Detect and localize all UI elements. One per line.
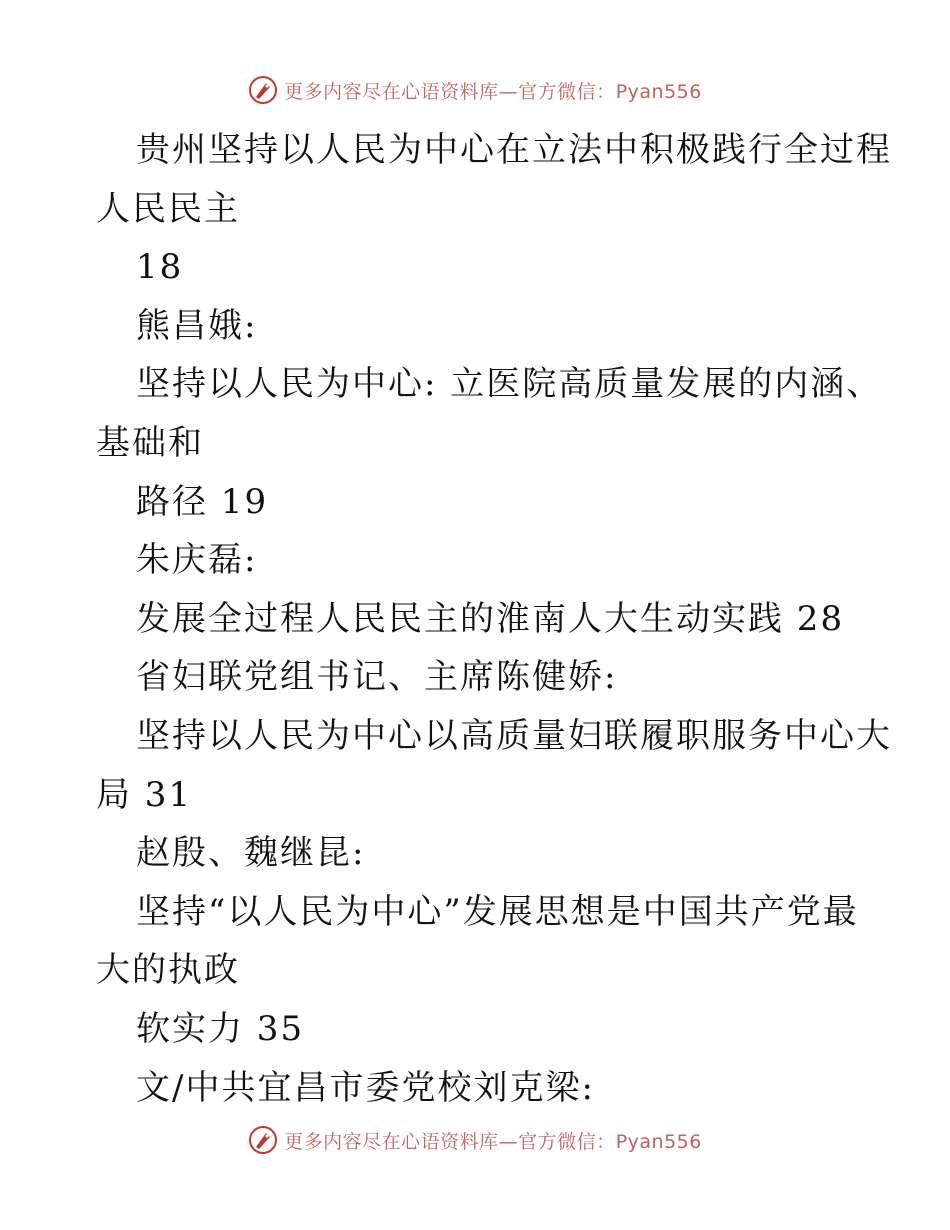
author-line: 文/中共宜昌市委党校刘克梁: <box>136 1067 595 1108</box>
text-line: 人民民主 <box>96 188 240 229</box>
text-line: 发展全过程人民民主的淮南人大生动实践 28 <box>136 598 845 639</box>
text-line: 基础和 <box>96 422 204 463</box>
author-line: 朱庆磊: <box>136 540 258 581</box>
footer-watermark-banner <box>0 1123 950 1157</box>
header-separator: — <box>498 80 519 103</box>
footer-site-text: 更多内容尽在心语资料库 <box>284 1130 499 1153</box>
header-wechat-label: 官方微信： <box>518 80 616 103</box>
header-watermark-banner <box>0 73 950 107</box>
author-line: 赵殷、魏继昆: <box>136 833 366 874</box>
pen-nib-logo-icon <box>248 1125 278 1155</box>
page-number: 18 <box>136 247 184 288</box>
footer-watermark-text <box>284 1127 702 1154</box>
header-watermark-text <box>284 77 702 104</box>
document-body <box>96 121 892 1117</box>
footer-separator: — <box>498 1130 519 1153</box>
text-line: 坚持以人民为中心以高质量妇联履职服务中心大 <box>136 715 892 756</box>
text-line: 软实力 35 <box>136 1008 305 1049</box>
author-line: 熊昌娥: <box>136 305 258 346</box>
author-line: 省妇联党组书记、主席陈健娇: <box>136 657 618 698</box>
text-line: 贵州坚持以人民为中心在立法中积极践行全过程 <box>136 130 892 170</box>
text-line: 路径 19 <box>136 481 269 522</box>
header-site-text: 更多内容尽在心语资料库 <box>284 80 499 103</box>
pen-nib-logo-icon <box>248 75 278 105</box>
footer-wechat-label: 官方微信： <box>518 1130 616 1153</box>
text-line: 坚持以人民为中心: 立医院高质量发展的内涵、 <box>136 364 883 405</box>
text-line: 局 31 <box>96 774 193 815</box>
header-wechat-id: Pyan556 <box>615 80 702 103</box>
text-line: 坚持“以人民为中心”发展思想是中国共产党最 <box>136 891 859 932</box>
text-line: 大的执政 <box>96 950 240 991</box>
footer-wechat-id: Pyan556 <box>615 1130 702 1153</box>
